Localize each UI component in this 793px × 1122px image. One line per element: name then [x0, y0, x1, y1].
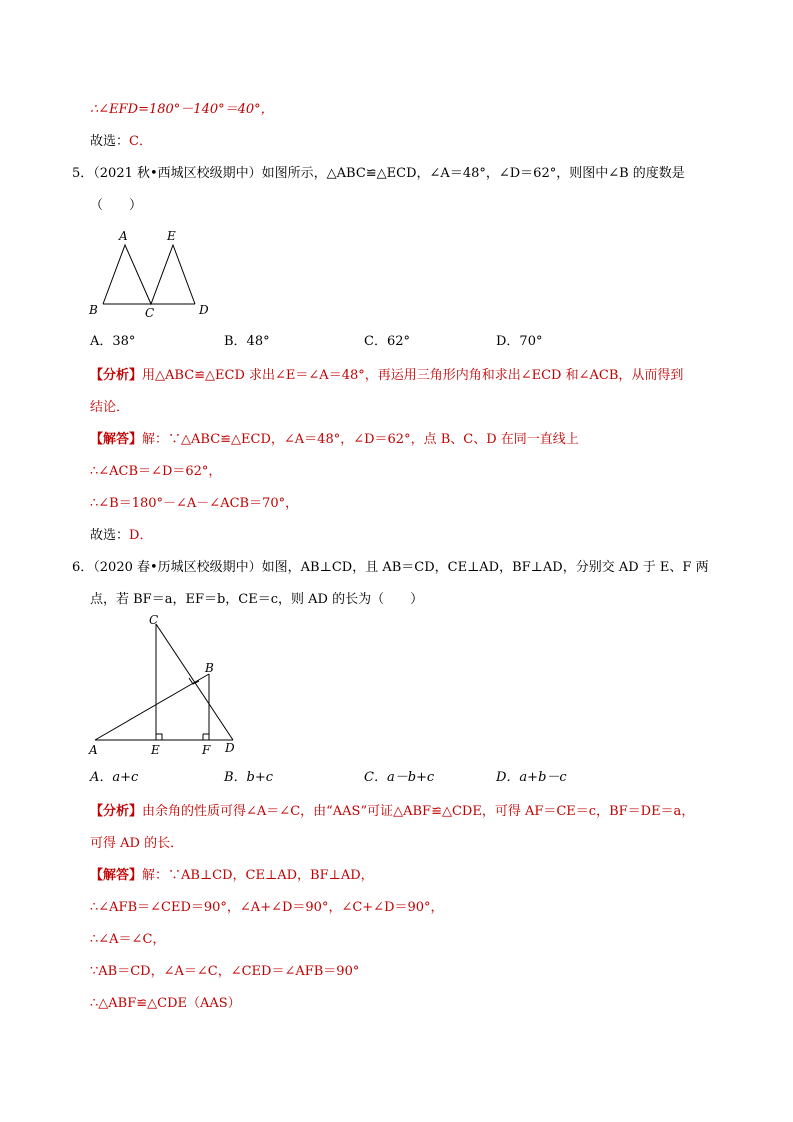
- q6-solution-text1: 解：∵AB⊥CD，CE⊥AD，BF⊥AD，: [142, 868, 374, 883]
- q6-option-b[interactable]: B．b+c: [224, 770, 274, 785]
- answer-prefix: 故选：: [90, 134, 130, 149]
- q5-solution-text1: 解：∵△ABC≌△ECD，∠A＝48°，∠D＝62°，点 B、C、D 在同一直线上: [142, 432, 579, 447]
- q6-analysis-line2: 可得 AD 的长．: [90, 836, 184, 851]
- q5-label-e: E: [167, 229, 176, 243]
- q5-analysis-line2: 结论．: [90, 400, 130, 415]
- q5-label-c: C: [145, 306, 155, 320]
- q6-label-f: F: [202, 743, 211, 757]
- q5-solution-line2: ∴∠ACB＝∠D＝62°，: [90, 464, 222, 479]
- q6-stem-line2: 点，若 BF＝a，EF＝b，CE＝c，则 AD 的长为（ ）: [90, 592, 424, 607]
- q6-option-d[interactable]: D．a+b－c: [496, 770, 567, 785]
- q6-label-a: A: [89, 743, 98, 757]
- q6-solution-line1: [90, 866, 374, 886]
- q5-label-a: A: [119, 229, 128, 243]
- q5-solution-tag: 【解答】: [90, 432, 143, 447]
- q5-figure: [85, 225, 225, 320]
- q5-answer-value: D．: [129, 528, 153, 543]
- q6-option-c[interactable]: C．a－b+c: [364, 770, 435, 785]
- q6-label-c: C: [149, 613, 159, 627]
- q6-analysis-line1: [90, 802, 694, 822]
- q5-label-b: B: [89, 303, 98, 317]
- q6-options: [90, 768, 690, 788]
- q6-label-e: E: [151, 743, 160, 757]
- q6-label-d: D: [225, 741, 235, 755]
- q6-label-b: B: [205, 661, 214, 675]
- q5-option-a[interactable]: A．38°: [90, 334, 136, 349]
- q5-label-d: D: [199, 303, 209, 317]
- q6-stem-line1: 6．（2020 春•历城区校级期中）如图，AB⊥CD，且 AB＝CD，CE⊥AD，BF⊥AD，分别交 AD 于 E、F 两: [72, 560, 709, 575]
- q6-solution-line4: ∵AB＝CD，∠A＝∠C，∠CED＝∠AFB＝90°: [90, 964, 360, 979]
- q5-analysis-text1: 用△ABC≌△ECD 求出∠E＝∠A＝48°，再运用三角形内角和求出∠ECD 和∠ACB，从而得到: [142, 368, 684, 383]
- q6-solution-tag: 【解答】: [90, 868, 143, 883]
- q6-right-angle-e: [156, 734, 162, 740]
- q5-analysis-line1: [90, 366, 683, 386]
- answer-value: C．: [129, 134, 152, 149]
- q5-option-c[interactable]: C．62°: [364, 334, 410, 349]
- q5-stem-line2: （ ）: [90, 198, 143, 213]
- q5-stem-line1: 5．（2021 秋•西城区校级期中）如图所示，△ABC≌△ECD，∠A＝48°，∠D＝62°，则图中∠B 的度数是: [72, 166, 685, 181]
- q6-figure: [85, 610, 245, 760]
- q5-analysis-tag: 【分析】: [90, 368, 143, 383]
- answer-line-prev: [90, 132, 152, 152]
- q5-option-b[interactable]: B．48°: [224, 334, 270, 349]
- q5-options: [90, 332, 690, 352]
- q6-solution-line5: ∴△ABF≌△CDE（AAS）: [90, 996, 241, 1011]
- q6-line-ab: [95, 674, 209, 740]
- q6-analysis-text1: 由余角的性质可得∠A＝∠C，由“AAS”可证△ABF≌△CDE，可得 AF＝CE＝c，BF＝DE＝a，: [142, 804, 695, 819]
- q5-option-d[interactable]: D．70°: [496, 334, 543, 349]
- q6-solution-line3: ∴∠A＝∠C，: [90, 932, 166, 947]
- q5-figure-triangles: [103, 245, 195, 304]
- q6-analysis-tag: 【分析】: [90, 804, 143, 819]
- q5-solution-line3: ∴∠B＝180°－∠A－∠ACB＝70°，: [90, 496, 299, 511]
- q5-answer-prefix: 故选：: [90, 528, 130, 543]
- q6-solution-line2: ∴∠AFB＝∠CED＝90°，∠A+∠D＝90°，∠C+∠D＝90°，: [90, 900, 444, 915]
- q5-solution-line1: [90, 430, 579, 450]
- solution-line-efd: ∴∠EFD=180°－140°＝40°，: [90, 102, 274, 117]
- q6-option-a[interactable]: A．a+c: [90, 770, 139, 785]
- q5-answer-line: [90, 526, 152, 546]
